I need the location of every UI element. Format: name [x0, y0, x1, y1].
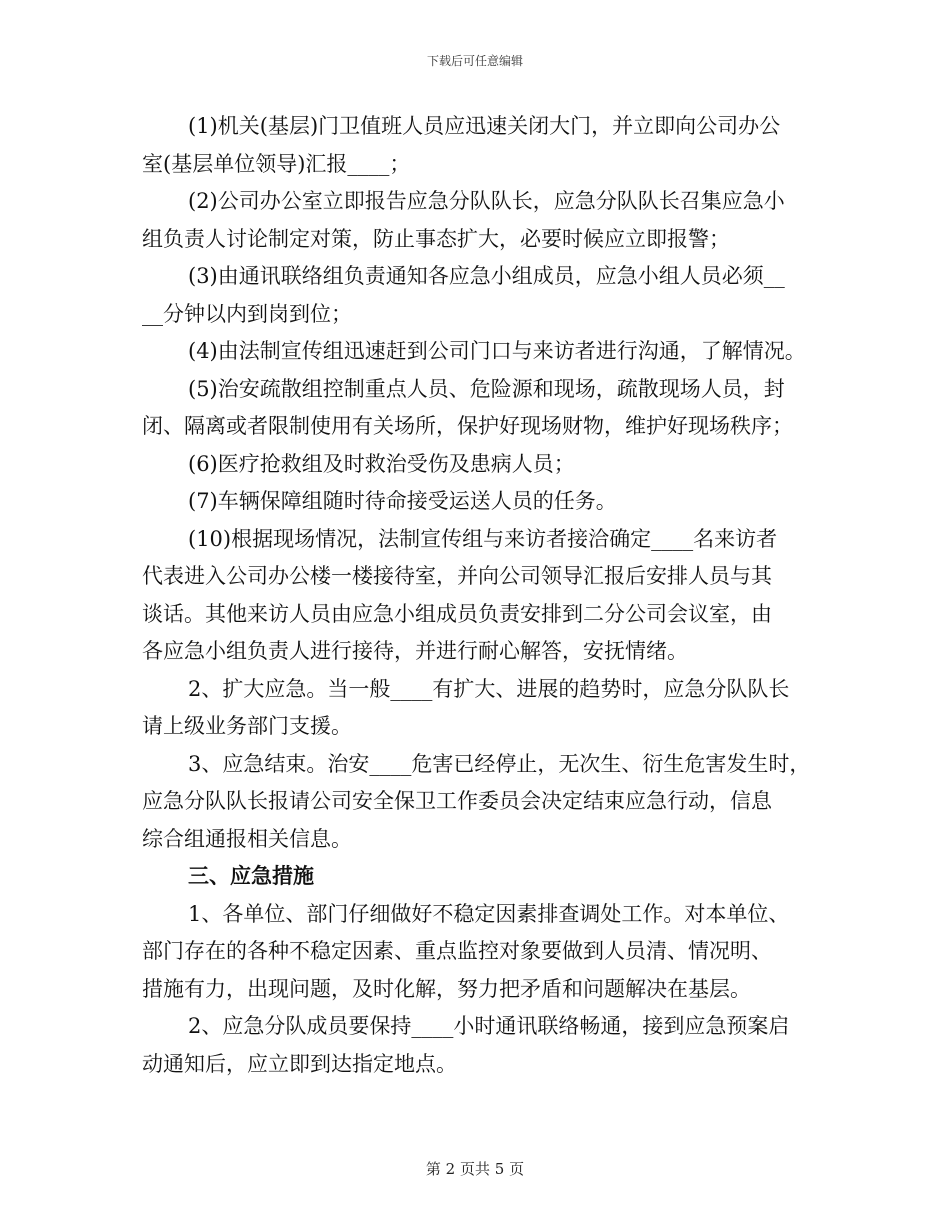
text-line: 谈话。其他来访人员由应急小组成员负责安排到二分公司会议室，由	[142, 601, 772, 626]
text-line: (1)机关(基层)门卫值班人员应迅速关闭大门，并立即向公司办公	[188, 114, 781, 138]
text-line: (10)根据现场情况，法制宣传组与来访者接洽确定____名来访者	[188, 526, 778, 551]
text-line: 应急分队队长报请公司安全保卫工作委员会决定结束应急行动，信息	[142, 789, 772, 813]
paragraph-10	[142, 746, 832, 859]
text-line: (5)治安疏散组控制重点人员、危险源和现场，疏散现场人员，封	[188, 376, 785, 401]
text-line: 综合组通报相关信息。	[142, 826, 352, 851]
text-line: 室(基层单位领导)汇报____；	[142, 151, 411, 176]
text-line: (6)医疗抢救组及时救治受伤及患病人员；	[188, 451, 575, 476]
paragraph-6	[142, 446, 832, 484]
text-line: 代表进入公司办公楼一楼接待室，并向公司领导汇报后安排人员与其	[142, 564, 772, 588]
text-line: 2、应急分队成员要保持____小时通讯联络畅通，接到应急预案启	[188, 1014, 790, 1038]
text-line: (2)公司办公室立即报告应急分队队长，应急分队队长召集应急小	[188, 189, 785, 213]
text-line: 措施有力，出现问题，及时化解，努力把矛盾和问题解决在基层。	[142, 976, 751, 1001]
text-line: 2、扩大应急。当一般____有扩大、进展的趋势时，应急分队队长	[188, 676, 790, 701]
paragraph-4	[142, 333, 832, 371]
paragraph-11	[142, 896, 832, 1009]
text-line: __分钟以内到岗到位；	[142, 301, 352, 326]
paragraph-2	[142, 183, 832, 258]
text-line: 动通知后，应立即到达指定地点。	[142, 1051, 457, 1076]
page-footer: 第 2 页共 5 页	[425, 1160, 525, 1178]
text-line: 1、各单位、部门仔细做好不稳定因素排查调处工作。对本单位、	[188, 901, 790, 926]
text-line: 部门存在的各种不稳定因素、重点监控对象要做到人员清、情况明、	[142, 939, 772, 963]
text-line: 组负责人讨论制定对策，防止事态扩大，必要时候应立即报警；	[142, 226, 730, 251]
text-line: 3、应急结束。治安____危害已经停止，无次生、衍生危害发生时，	[188, 751, 811, 776]
section-heading: 三、应急措施	[188, 864, 314, 888]
paragraph-12	[142, 1008, 832, 1083]
paragraph-8	[142, 521, 832, 671]
text-line: (7)车辆保障组随时待命接受运送人员的任务。	[188, 489, 617, 513]
paragraph-7	[142, 483, 832, 521]
text-line: (4)由法制宣传组迅速赶到公司门口与来访者进行沟通，了解情况。	[188, 339, 806, 363]
paragraph-9	[142, 671, 832, 746]
text-line: 各应急小组负责人进行接待，并进行耐心解答，安抚情绪。	[142, 639, 688, 663]
paragraph-3	[142, 258, 832, 333]
document-body	[142, 108, 832, 1083]
paragraph-5	[142, 371, 832, 446]
text-line: 闭、隔离或者限制使用有关场所，保护好现场财物，维护好现场秩序；	[142, 414, 793, 438]
paragraph-1	[142, 108, 832, 183]
text-line: 请上级业务部门支援。	[142, 714, 352, 738]
page-header: 下载后可任意编辑	[426, 54, 523, 68]
text-line: (3)由通讯联络组负责通知各应急小组成员，应急小组人员必须__	[188, 264, 785, 288]
